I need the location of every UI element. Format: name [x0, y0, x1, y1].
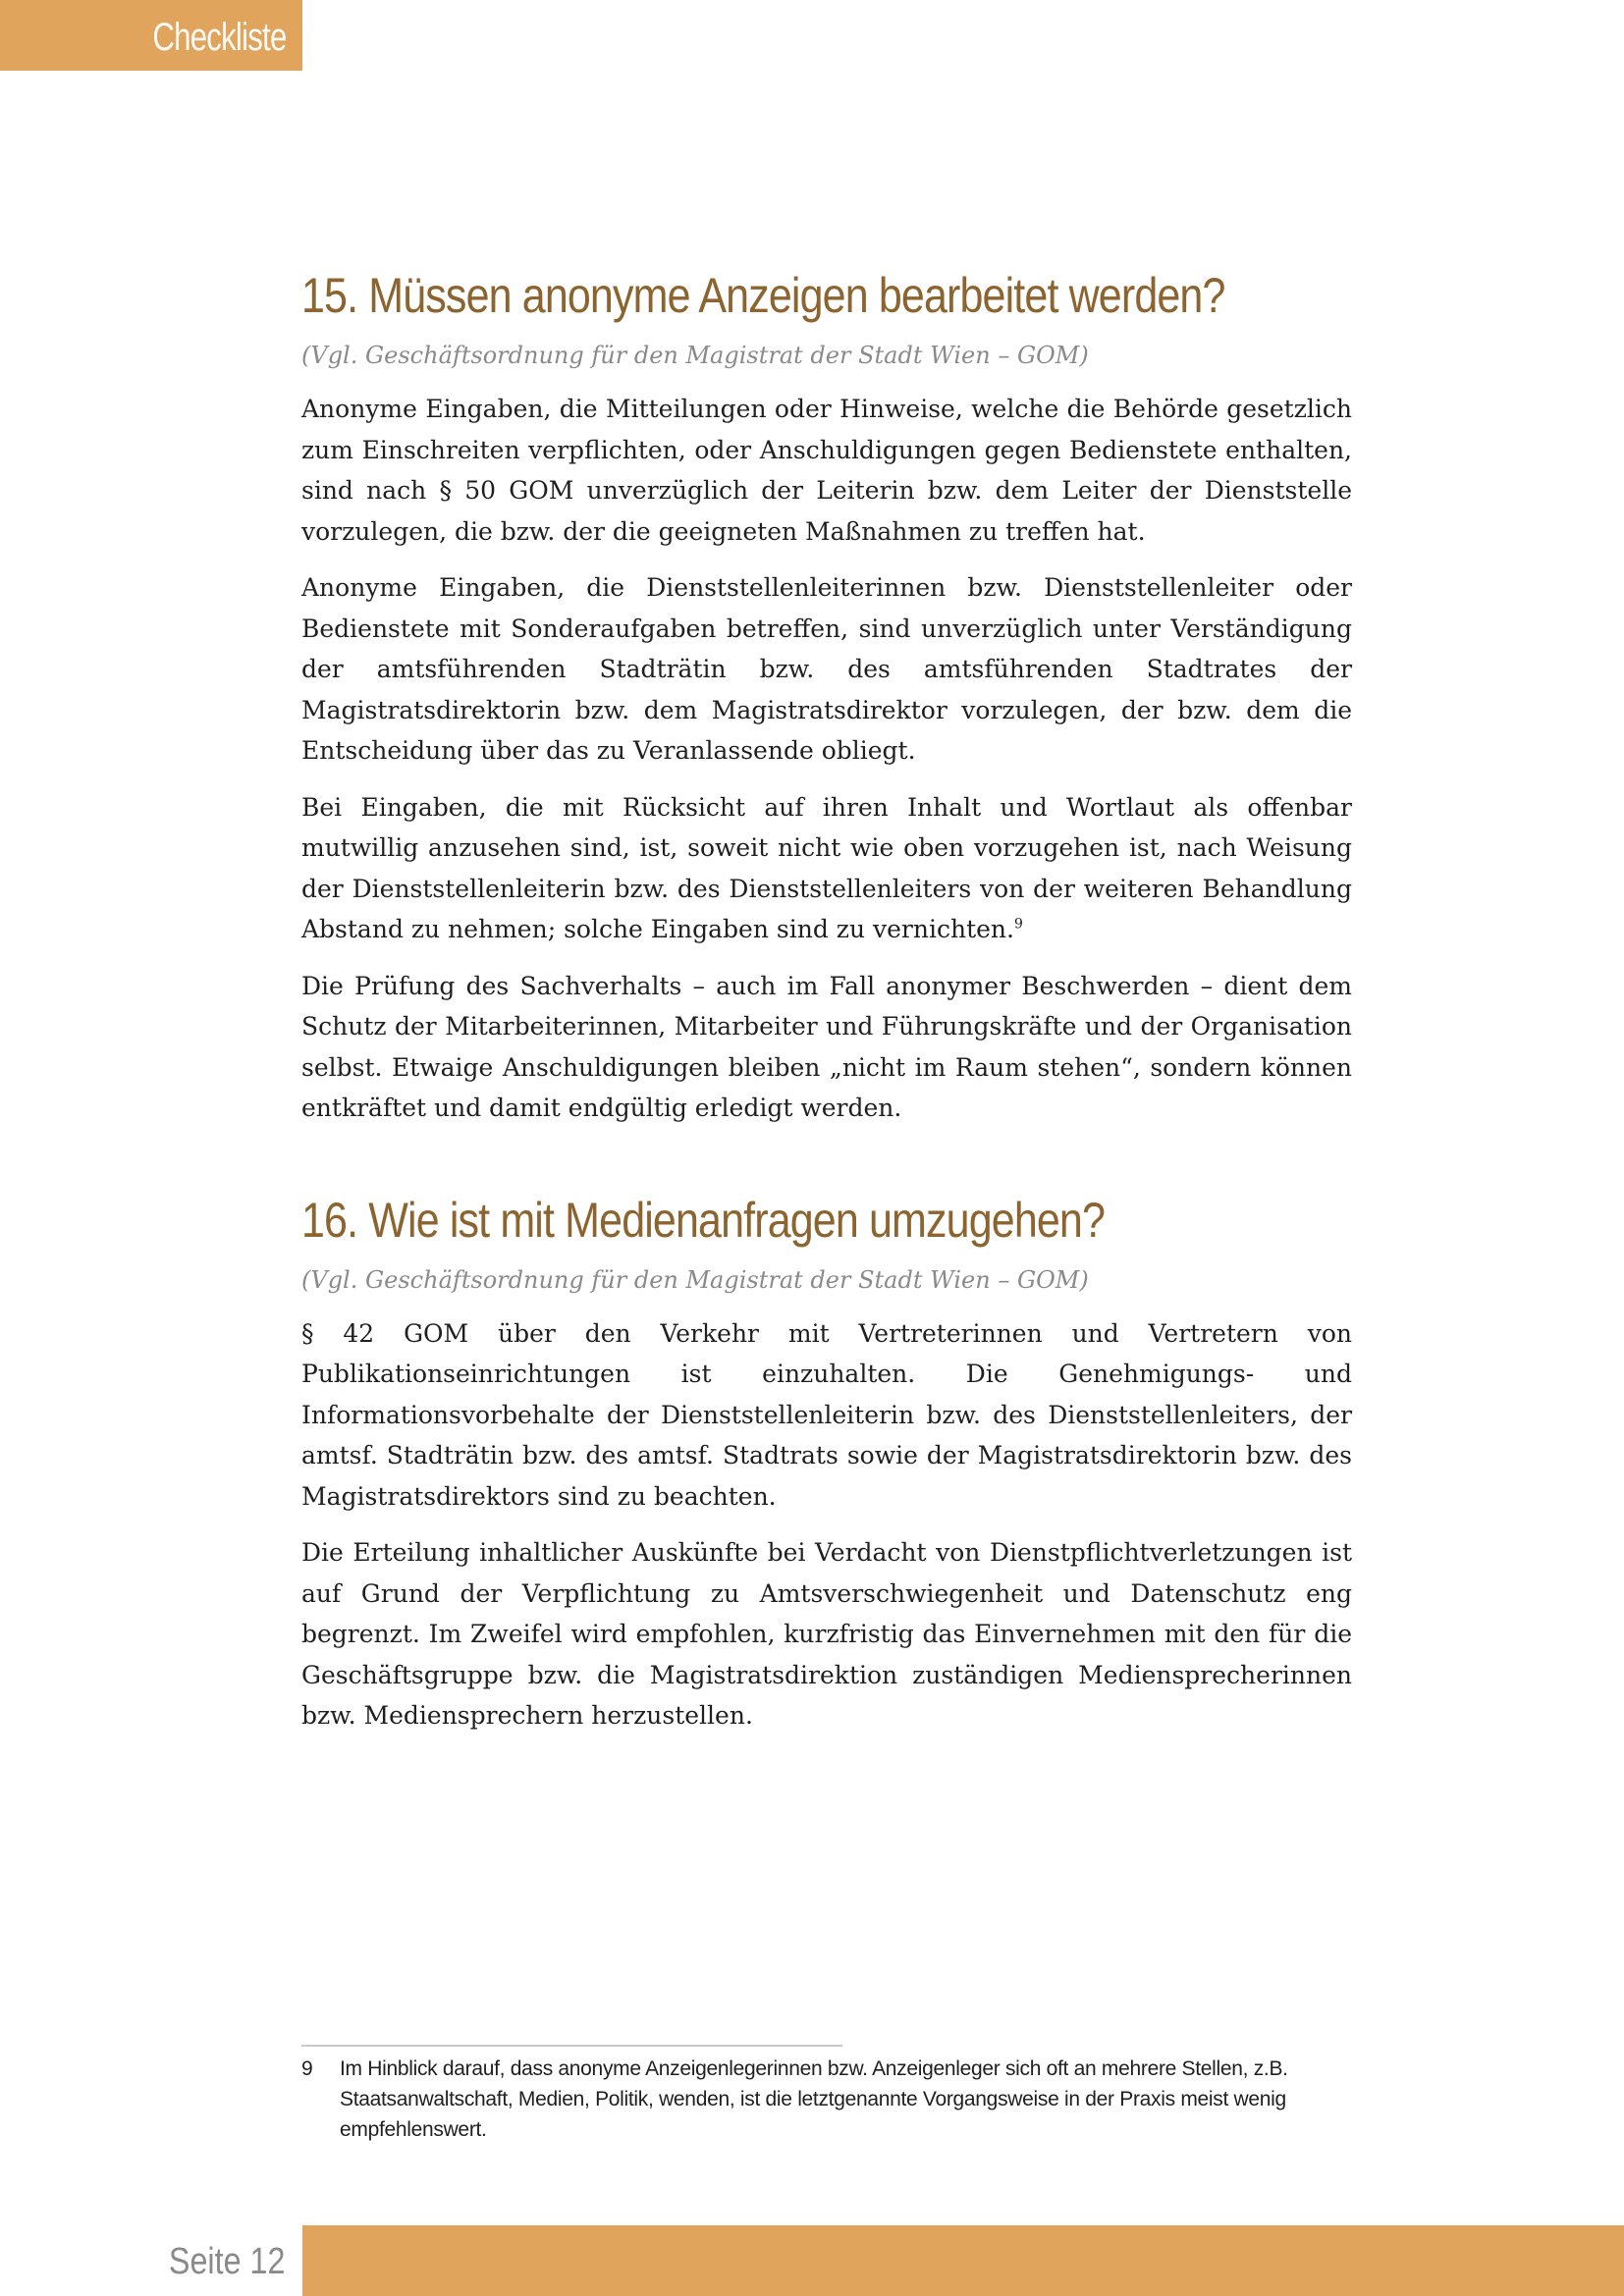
paragraph: Anonyme Eingaben, die Mitteilungen oder Hinweise, welche die Behörde gesetzlich zum Einschreiten verpflichten, oder Anschuldigungen gegen Bedienstete enthalten, sind nach § 50 GOM unverzüglich der Leiterin bzw. dem Leiter der Dienststelle vorzulegen, die bzw. der die geeigneten Maßnahmen zu treffen hat. — [301, 395, 1352, 546]
paragraph: Die Erteilung inhaltlicher Auskünfte bei Verdacht von Dienstpflichtverletzungen ist auf Grund der Verpflichtung zu Amtsverschwiegenheit und Datenschutz eng begrenzt. Im Zweifel wird empfohlen, kurzfristig das Einvernehmen mit den für die Geschäftsgruppe bzw. die Magistratsdirektion zuständigen Mediensprecherinnen bzw. Mediensprechern herzustellen. — [301, 1538, 1352, 1730]
main-content — [301, 265, 1352, 1752]
footnote-number: 9 — [301, 2057, 313, 2080]
paragraph-text: Bei Eingaben, die mit Rücksicht auf ihren Inhalt und Wortlaut als offenbar mutwillig anzusehen sind, ist, soweit nicht wie oben vorzugehen ist, nach Weisung der Dienststellenleiterin bzw. des Dienststellenleiters von der weiteren Behandlung Abstand zu nehmen; solche Eingaben sind zu vernichten. — [301, 792, 1352, 943]
header-label: Checkliste — [152, 16, 287, 59]
paragraph: § 42 GOM über den Verkehr mit Vertreterinnen und Vertretern von Publikationseinrichtungen ist einzuhalten. Die Genehmigungs- und Informationsvorbehalte der Dienststellenleiterin bzw. des Dienststellenleiters, der amtsf. Stadträtin bzw. des amtsf. Stadtrats sowie der Magistratsdirektorin bzw. des Magistratsdirektors sind zu beachten. — [301, 1318, 1352, 1511]
footnote-marker[interactable]: 9 — [1013, 916, 1023, 933]
paragraph: Die Prüfung des Sachverhalts – auch im Fall anonymer Beschwerden – dient dem Schutz der Mitarbeiterinnen, Mitarbeiter und Führungskräfte und der Organisation selbst. Etwaige Anschuldigungen bleiben „nicht im Raum stehen“, sondern können entkräftet und damit endgültig erledigt werden. — [301, 971, 1352, 1122]
section-15 — [301, 265, 1352, 1129]
section-16 — [301, 1190, 1352, 1736]
section-title: 16. Wie ist mit Medienanfragen umzugehen? — [301, 1192, 1106, 1248]
page-number: Seite 12 — [168, 2241, 285, 2282]
footer-page — [0, 2225, 302, 2296]
header-tab — [0, 0, 302, 71]
section-reference: (Vgl. Geschäftsordnung für den Magistrat der Stadt Wien – GOM) — [301, 1265, 1089, 1294]
paragraph — [301, 787, 1352, 950]
footnote-text: Im Hinblick darauf, dass anonyme Anzeigenlegerinnen bzw. Anzeigenleger sich oft an mehrere Stellen, z.B. Staatsanwaltschaft, Medien, Politik, wenden, ist die letztgenannte Vorgangsweise in der Praxis meist wenig empfehlenswert. — [340, 2057, 1288, 2141]
footer-bar — [302, 2225, 1624, 2296]
footnote — [301, 2054, 1347, 2145]
paragraph: Anonyme Eingaben, die Dienststellenleiterinnen bzw. Dienststellenleiter oder Bedienstete mit Sonderaufgaben betreffen, sind unverzüglich unter Verständigung der amtsführenden Stadträtin bzw. des amtsführenden Stadtrates der Magistratsdirektorin bzw. dem Magistratsdirektor vorzulegen, der bzw. dem die Entscheidung über das zu Veranlassende obliegt. — [301, 573, 1352, 765]
footnote-divider — [301, 2045, 842, 2047]
section-title: 15. Müssen anonyme Anzeigen bearbeitet werden? — [301, 268, 1225, 323]
section-reference: (Vgl. Geschäftsordnung für den Magistrat der Stadt Wien – GOM) — [301, 342, 1089, 369]
